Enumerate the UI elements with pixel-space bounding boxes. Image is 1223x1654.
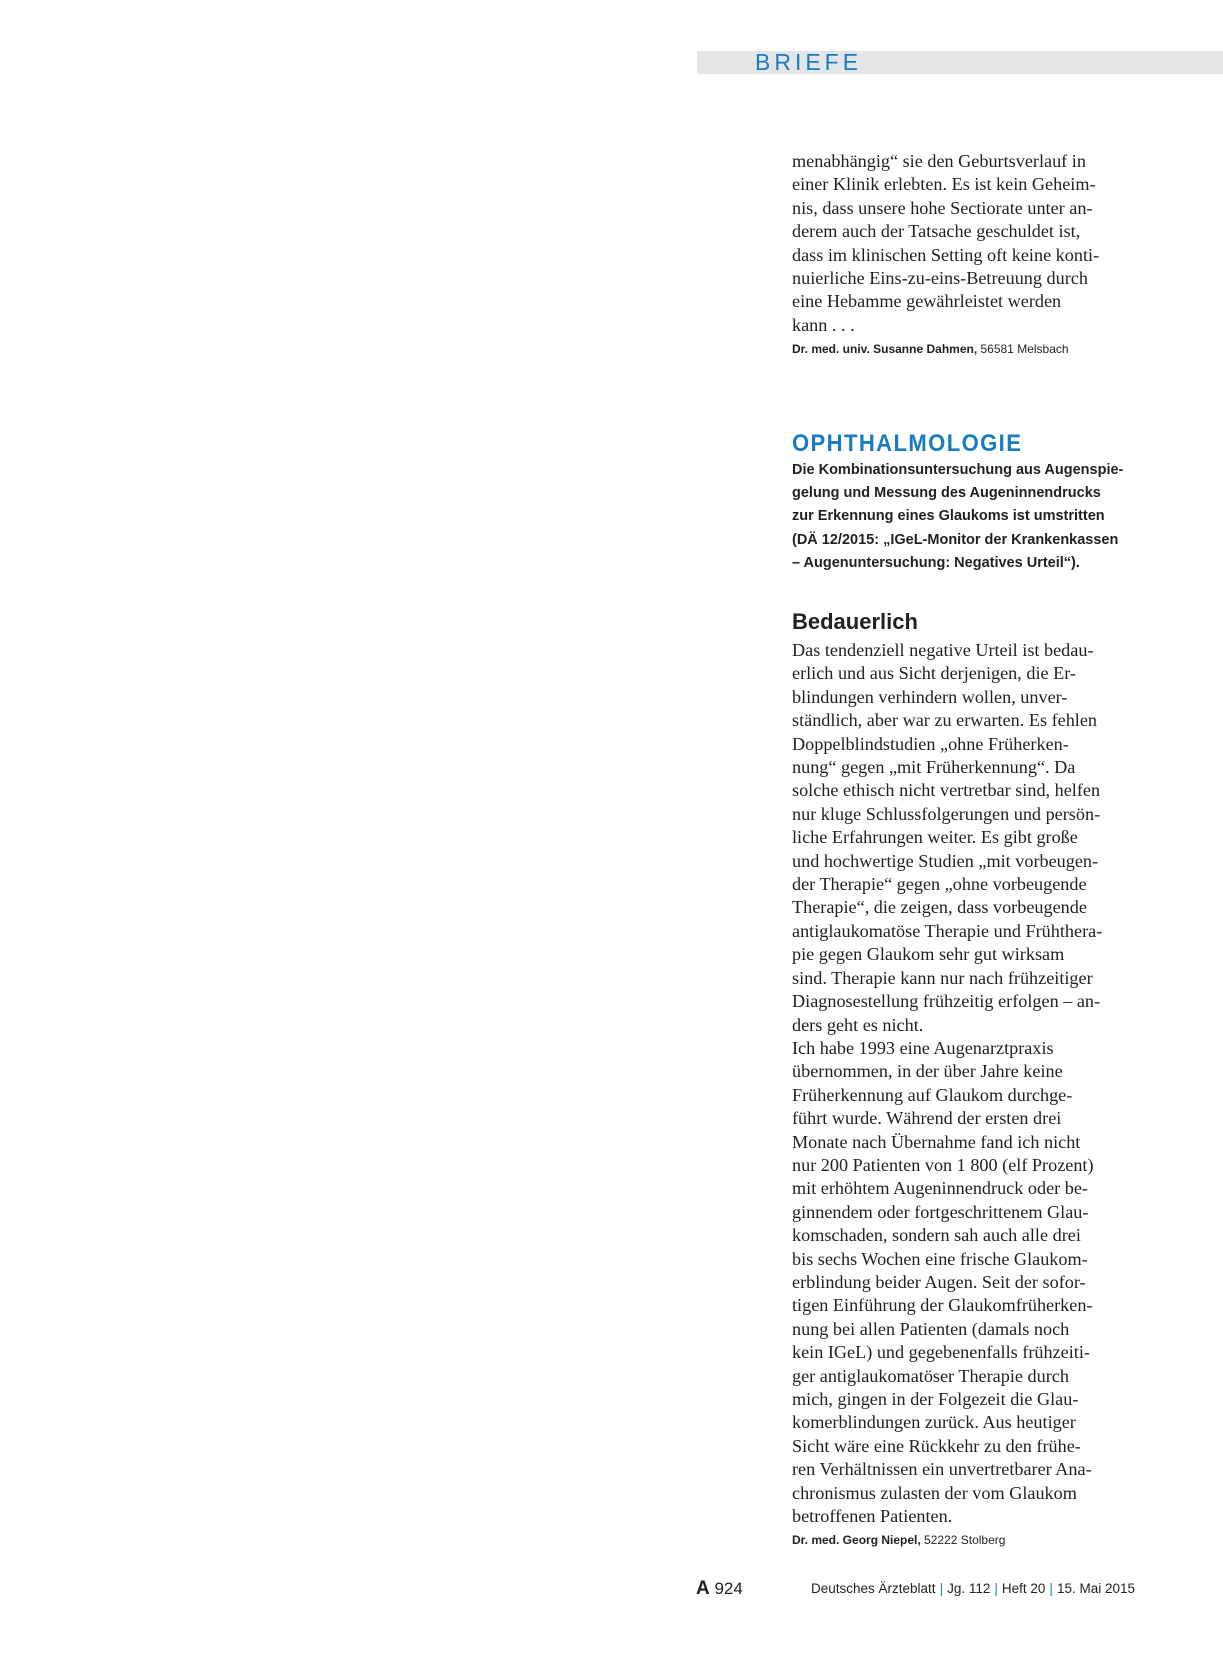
footer-separator: | xyxy=(939,1581,944,1596)
journal-footer xyxy=(811,1577,1135,1601)
journal-date: 15. Mai 2015 xyxy=(1056,1581,1135,1596)
journal-issue: Heft 20 xyxy=(1001,1581,1046,1596)
section-block xyxy=(792,430,1122,575)
letter-body: menabhängig“ sie den Geburtsverlauf in einer Klinik erlebten. Es ist kein Geheim- nis, dass unsere hohe Sectiorate unter an- derem auch der Tatsache geschuldet ist, dass im klinischen Setting oft keine konti- nuierliche Eins-zu-eins-Betreuung durch eine Hebamme gewährleistet werden kann . . . xyxy=(792,151,1100,335)
footer-separator: | xyxy=(1049,1581,1053,1596)
page-prefix: A xyxy=(696,1578,710,1599)
letter-body: Das tendenziell negative Urteil ist bedau- erlich und aus Sicht derjenigen, die Er- blindungen verhindern wollen, unver- ständlich, aber war zu erwarten. Es fehlen Doppelblindstudien „ohne Früherken- nung“ gegen „mit Früherkennung“. Da solche ethisch nicht vertretbar sind, helfen nur kluge Schlussfolgerungen und persön- liche Erfahrungen weiter. Es gibt große und hochwertige Studien „mit vorbeugen- der Therapie“ gegen „ohne vorbeugende Therapie“, die zeigen, dass vorbeugende antiglaukomatöse Therapie und Frühthera- pie gegen Glaukom sehr gut wirksam sind. Therapie kann nur nach frühzeitiger Diagnosestellung frühzeitig erfolgen – an- ders geht es nicht. Ich habe 1993 eine Augenarztpraxis übernommen, in der über Jahre keine Früherkennung auf Glaukom durchge- führt wurde. Während der ersten drei Monate nach Übernahme fand ich nicht nur 200 Patienten von 1 800 (elf Prozent) mit erhöhtem Augeninnendruck oder be- ginnendem oder fortgeschrittenem Glau- komschaden, sondern sah auch alle drei bis sechs Wochen eine frische Glaukom- erblindung beider Augen. Seit der sofor- tigen Einführung der Glaukomfrüherken- nung bei allen Patienten (damals noch kein IGeL) und gegebenenfalls frühzeiti- ger antiglaukomatöser Therapie durch mich, gingen in der Folgezeit die Glau- komerblindungen zurück. Aus heutiger Sicht wäre eine Rückkehr zu den frühe- ren Verhältnissen ein unvertretbarer Ana- chronismus zulasten der vom Glaukom betroffenen Patienten. xyxy=(792,640,1103,1527)
journal-volume: Jg. 112 xyxy=(947,1581,991,1596)
author-name: Dr. med. univ. Susanne Dahmen, xyxy=(792,342,978,357)
letter-continuation xyxy=(792,150,1122,357)
article-title: Bedauerlich xyxy=(792,609,918,634)
journal-name: Deutsches Ärzteblatt xyxy=(811,1581,936,1596)
author-place: 56581 Melsbach xyxy=(977,342,1069,357)
author-place: 52222 Stolberg xyxy=(920,1533,1006,1548)
author-name: Dr. med. Georg Niepel, xyxy=(792,1533,921,1548)
section-heading: OPHTHALMOLOGIE xyxy=(792,430,1023,457)
letter-article xyxy=(792,609,1122,1548)
footer-separator: | xyxy=(994,1581,998,1596)
letter-signature xyxy=(792,1532,1122,1548)
page-number-value: 924 xyxy=(709,1579,743,1598)
section-label: BRIEFE xyxy=(755,49,863,75)
letter-signature xyxy=(792,341,1122,357)
page-number xyxy=(696,1577,743,1601)
section-lead: Die Kombinationsuntersuchung aus Augenspie- gelung und Messung des Augeninnendrucks zur Erkennung eines Glaukoms ist umstritten (DÄ 12/2015: „IGeL-Monitor der Krankenkassen – Augenuntersuchung: Negatives Urteil“). xyxy=(792,462,1124,571)
